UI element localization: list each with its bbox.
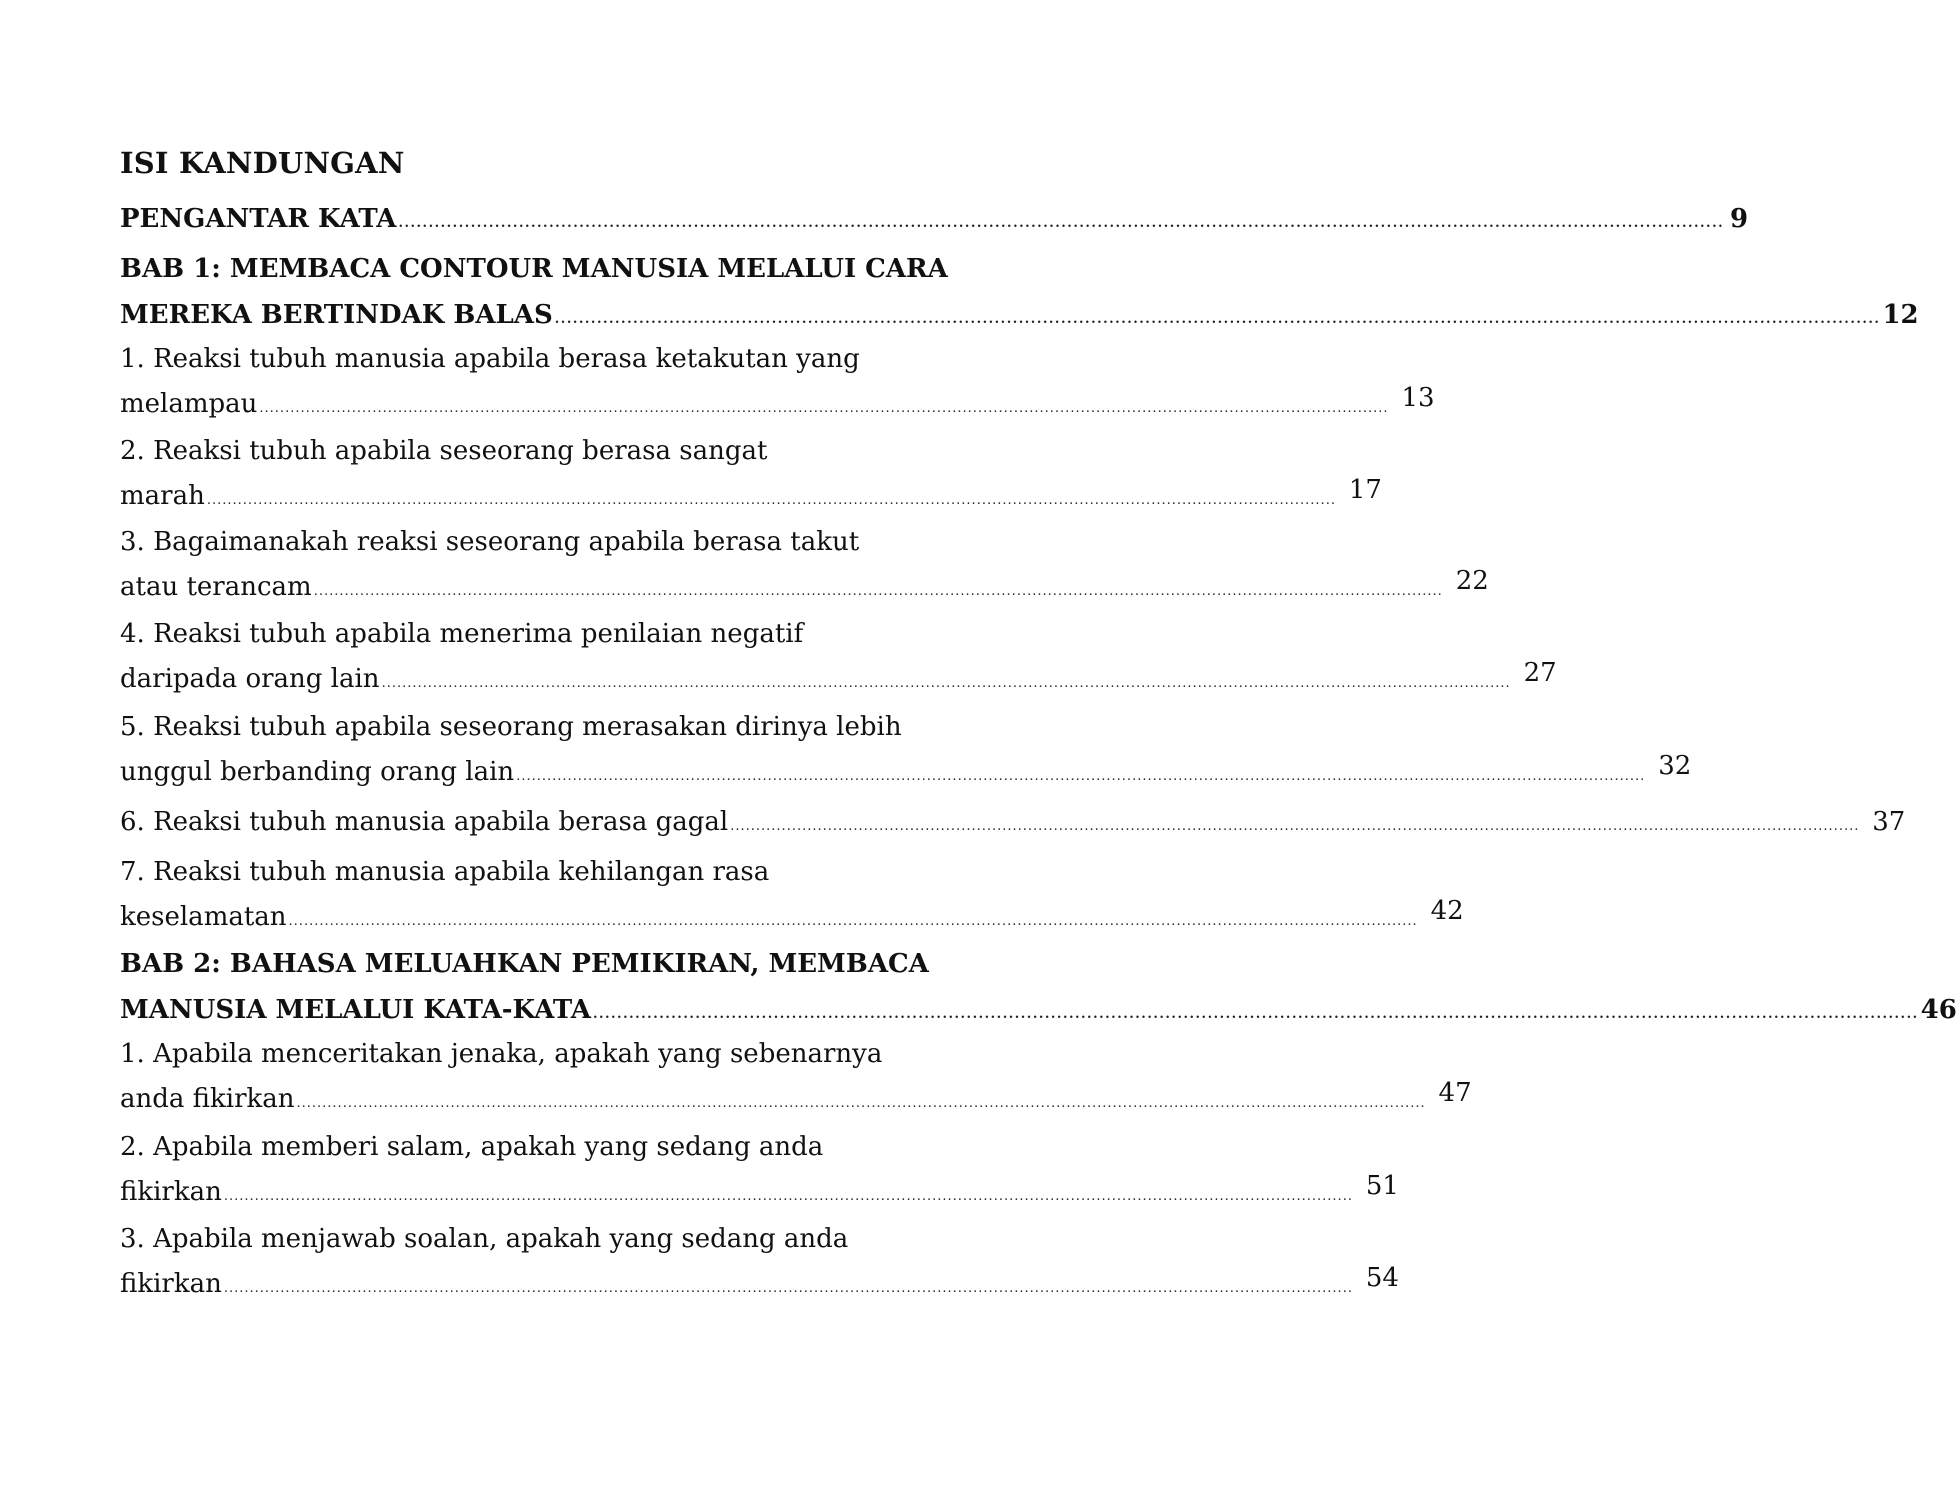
- toc-entry: [120, 800, 1906, 849]
- toc-entry: [120, 196, 1749, 247]
- toc-entry: [120, 520, 1489, 614]
- toc-entry: [120, 705, 1692, 799]
- toc-page-number: 46: [1920, 995, 1957, 1025]
- toc-page-number: 22: [1455, 566, 1489, 596]
- toc-entry-text: melampau: [120, 389, 258, 419]
- toc-entry: [120, 1032, 1472, 1126]
- toc-entry: [120, 1217, 1399, 1311]
- dot-leader: ............................................................................................................................................................................................................................: [516, 769, 1646, 784]
- toc-entry-text: 6. Reaksi tubuh manusia apabila berasa gagal: [120, 807, 729, 837]
- dot-leader: ............................................................................................................................................................................................................................: [223, 1189, 1353, 1204]
- toc-entry: [120, 337, 1435, 431]
- toc-entry-text: unggul berbanding orang lain: [120, 757, 515, 787]
- toc-page-number: 47: [1438, 1078, 1472, 1108]
- toc-page-number: 9: [1730, 204, 1749, 234]
- toc-entry-text: BAB 2: BAHASA MELUAHKAN PEMIKIRAN, MEMBACA: [120, 949, 929, 979]
- toc-entry-text: anda fikirkan: [120, 1084, 295, 1114]
- toc-page-number: 12: [1882, 300, 1919, 330]
- dot-leader: ............................................................................................................................................................................................................................: [592, 1007, 1919, 1022]
- toc-entry-text: 2. Reaksi tubuh apabila seseorang berasa sangat: [120, 436, 768, 466]
- toc-entry: [120, 429, 1382, 523]
- dot-leader: ............................................................................................................................................................................................................................: [398, 216, 1725, 231]
- dot-leader: ............................................................................................................................................................................................................................: [381, 676, 1511, 691]
- dot-leader: ............................................................................................................................................................................................................................: [206, 493, 1336, 508]
- toc-entry-text: PENGANTAR KATA: [120, 204, 397, 234]
- toc-entry: [120, 1125, 1399, 1219]
- dot-leader: ............................................................................................................................................................................................................................: [554, 312, 1881, 327]
- toc-entry: [120, 246, 1919, 343]
- toc-entry: [120, 941, 1957, 1038]
- toc-entry-text: 2. Apabila memberi salam, apakah yang sedang anda: [120, 1132, 824, 1162]
- toc-page-number: 51: [1365, 1171, 1399, 1201]
- toc-entry-text: 7. Reaksi tubuh manusia apabila kehilangan rasa: [120, 857, 770, 887]
- toc-page-number: 17: [1348, 475, 1382, 505]
- toc-page-number: 27: [1523, 658, 1557, 688]
- toc-page-number: 42: [1430, 896, 1464, 926]
- toc-entry-text: marah: [120, 481, 205, 511]
- toc-entry-text: 5. Reaksi tubuh apabila seseorang merasakan dirinya lebih: [120, 712, 902, 742]
- dot-leader: ............................................................................................................................................................................................................................: [259, 401, 1389, 416]
- toc-entry-text: 3. Apabila menjawab soalan, apakah yang sedang anda: [120, 1224, 849, 1254]
- toc-entry-text: atau terancam: [120, 572, 312, 602]
- toc-page-number: 13: [1401, 383, 1435, 413]
- dot-leader: ............................................................................................................................................................................................................................: [223, 1281, 1353, 1296]
- toc-entry-text: MEREKA BERTINDAK BALAS: [120, 300, 553, 330]
- toc-entry-text: 3. Bagaimanakah reaksi seseorang apabila berasa takut: [120, 527, 860, 557]
- dot-leader: ............................................................................................................................................................................................................................: [313, 584, 1443, 599]
- toc-entry-text: BAB 1: MEMBACA CONTOUR MANUSIA MELALUI CARA: [120, 254, 948, 284]
- toc-page-number: 32: [1658, 751, 1692, 781]
- toc-entry-text: 4. Reaksi tubuh apabila menerima penilaian negatif: [120, 619, 804, 649]
- toc-entry-text: fikirkan: [120, 1269, 222, 1299]
- toc-entry-text: fikirkan: [120, 1177, 222, 1207]
- toc-entry: [120, 612, 1557, 706]
- dot-leader: ............................................................................................................................................................................................................................: [296, 1096, 1426, 1111]
- toc-entry-text: MANUSIA MELALUI KATA-KATA: [120, 995, 591, 1025]
- toc-entry-text: daripada orang lain: [120, 664, 380, 694]
- toc-entry-text: 1. Apabila menceritakan jenaka, apakah yang sebenarnya: [120, 1039, 883, 1069]
- dot-leader: ............................................................................................................................................................................................................................: [288, 914, 1418, 929]
- toc-page-number: 54: [1365, 1263, 1399, 1293]
- dot-leader: ............................................................................................................................................................................................................................: [730, 819, 1860, 834]
- toc-entry-text: keselamatan: [120, 902, 287, 932]
- toc-title: ISI KANDUNGAN: [120, 146, 405, 180]
- toc-entry-text: 1. Reaksi tubuh manusia apabila berasa ketakutan yang: [120, 344, 860, 374]
- toc-page-number: 37: [1872, 807, 1906, 837]
- toc-entry: [120, 850, 1464, 944]
